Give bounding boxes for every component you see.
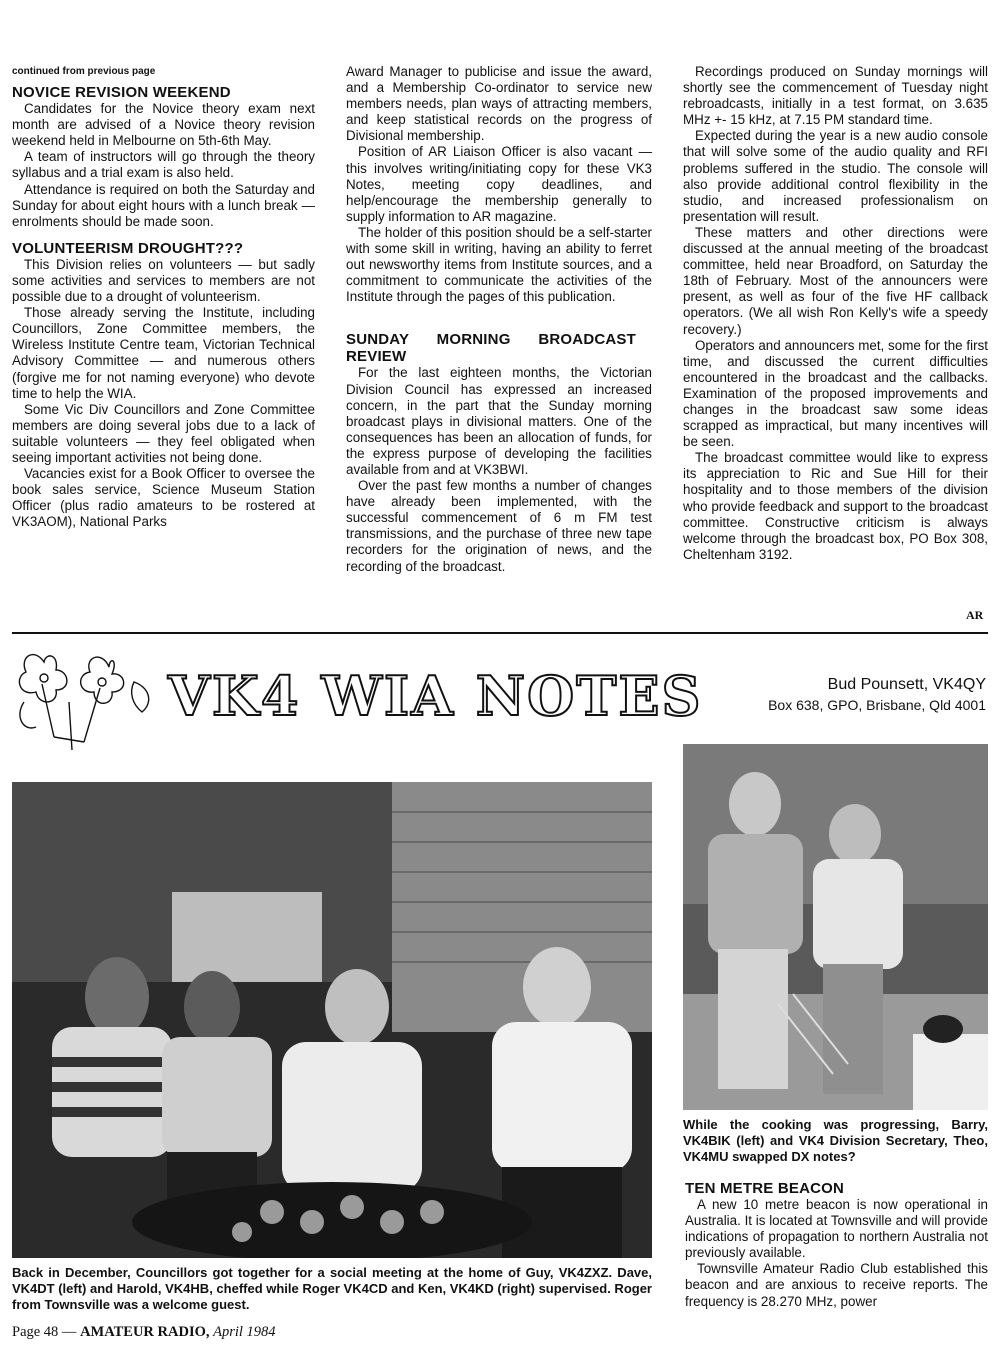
author: Bud Pounsett, VK4QY bbox=[827, 676, 986, 693]
paragraph: Candidates for the Novice theory exam next month are advised of a Novice theory revision weekend held in Melbourne on 5th-6th May. bbox=[12, 101, 315, 149]
column-1 bbox=[12, 64, 315, 530]
magazine-name: AMATEUR RADIO, bbox=[80, 1324, 210, 1340]
paragraph: Operators and announcers met, some for the first time, and discussed the current difficulties encountered in the broadcast and the callbacks. Examination of the proposed improvements and changes in the broadcast saw some ideas scrapped as impractical, but many incentives will be seen. bbox=[683, 337, 988, 450]
author-address: Box 638, GPO, Brisbane, Qld 4001 bbox=[768, 697, 986, 713]
page-footer bbox=[12, 1324, 276, 1341]
paragraph: Recordings produced on Sunday mornings will shortly see the commencement of Tuesday night rebroadcasts, initially in a test format, on 3.635 MHz +- 15 kHz, at 7.15 PM standard time. bbox=[683, 64, 988, 128]
heading-ten-metre-beacon: TEN METRE BEACON bbox=[685, 1180, 845, 1197]
heading-volunteerism: VOLUNTEERISM DROUGHT??? bbox=[12, 239, 244, 257]
side-photo-caption: While the cooking was progressing, Barry, VK4BIK (left) and VK4 Division Secretary, Theo, VK4MU swapped DX notes? bbox=[683, 1117, 988, 1164]
paragraph: Some Vic Div Councillors and Zone Committee members are doing several jobs due to a lack of suitable volunteers — they feel obligated when seeing important activities not being done. bbox=[12, 401, 315, 465]
paragraph: The holder of this position should be a self-starter with some skill in writing, having an ability to ferret out newsworthy items from Institute sources, and a commitment to communicate the activities of the Institute through the pages of this publication. bbox=[346, 224, 652, 305]
paragraph: Award Manager to publicise and issue the award, and a Membership Co-ordinator to service new members needs, plan ways of attracting members, and keep statistical records on the progress of Divisional membership. bbox=[346, 64, 652, 144]
photo-dx-notes bbox=[683, 744, 988, 1110]
paragraph: A team of instructors will go through the theory syllabus and a trial exam is also held. bbox=[12, 149, 315, 181]
column-3 bbox=[683, 64, 988, 563]
heading-novice-revision: NOVICE REVISION WEEKEND bbox=[12, 84, 231, 102]
paragraph: Expected during the year is a new audio console that will solve some of the audio quality and RFI problems suffered in the studio. The console will also provide additional control flexibility in the studio, and increased professionalism on presentation will result. bbox=[683, 128, 988, 224]
photo-barbecue bbox=[12, 782, 652, 1258]
paragraph: Vacancies exist for a Book Officer to oversee the book sales service, Science Museum Station Officer (plus radio amateurs to be rostered at VK3AOM), National Parks bbox=[12, 466, 315, 530]
flower-logo bbox=[14, 642, 164, 754]
paragraph: Those already serving the Institute, including Councillors, Zone Committee members, the Wireless Institute Centre team, Victorian Technical Advisory Committee — and numerous others (forgive me for not naming everyone) who devote time to help the WIA. bbox=[12, 305, 315, 401]
section-divider bbox=[12, 632, 988, 634]
paragraph: Attendance is required on both the Saturday and Sunday for about eight hours with a lunch break — enrolments should be made soon. bbox=[12, 181, 315, 229]
paragraph: Position of AR Liaison Officer is also vacant — this involves writing/initiating copy for these VK3 Notes, meeting copy deadlines, and help/encourage the membership generally to supply information to AR magazine. bbox=[346, 144, 652, 224]
continued-note: continued from previous page bbox=[12, 66, 156, 77]
heading-sunday-broadcast: SUNDAY MORNING BROADCAST REVIEW bbox=[346, 331, 636, 366]
page-number: Page 48 — bbox=[12, 1324, 77, 1340]
paragraph: Townsville Amateur Radio Club established this beacon and are anxious to receive reports. The frequency is 28.270 MHz, power bbox=[685, 1261, 988, 1309]
paragraph: For the last eighteen months, the Victorian Division Council has expressed an increased concern, in the part that the Sunday morning broadcast plays in divisional matters. One of the consequences has been an allocation of funds, for the express purpose of developing the facilities available from and at VK3BWI. bbox=[346, 365, 652, 477]
end-mark: AR bbox=[966, 608, 984, 622]
issue-date: April 1984 bbox=[213, 1324, 276, 1340]
paragraph: This Division relies on volunteers — but sadly some activities and services to members are not possible due to a drought of volunteerism. bbox=[12, 256, 315, 305]
beacon-article bbox=[685, 1180, 988, 1310]
section-banner: VK4 WIA NOTES bbox=[168, 664, 703, 728]
paragraph: A new 10 metre beacon is now operational in Australia. It is located at Townsville and will provide indications of propagation to northern Australia not previously available. bbox=[685, 1197, 988, 1261]
column-2 bbox=[346, 64, 652, 575]
paragraph: Over the past few months a number of changes have already been implemented, with the successful commencement of 6 m FM test transmissions, and the purchase of three new tape recorders for the origination of news, and the recording of the broadcast. bbox=[346, 478, 652, 574]
main-photo-caption: Back in December, Councillors got together for a social meeting at the home of Guy, VK4ZXZ. Dave, VK4DT (left) and Harold, VK4HB, cheffed while Roger VK4CD and Ken, VK4KD (right) supervised. Roger from Townsville was a welcome guest. bbox=[12, 1265, 652, 1312]
paragraph: These matters and other directions were discussed at the annual meeting of the broadcast committee, held near Broadford, on Saturday the 18th of February. Most of the announcers were present, as well as four of the five HF callback operators. (We all wish Ron Kelly's wife a speedy recovery.) bbox=[683, 224, 988, 337]
paragraph: The broadcast committee would like to express its appreciation to Ric and Sue Hill for their hospitality and to those members of the division who provide feedback and support to the broadcast committee. Constructive criticism is always welcome through the broadcast box, PO Box 308, Cheltenham 3192. bbox=[683, 450, 988, 562]
